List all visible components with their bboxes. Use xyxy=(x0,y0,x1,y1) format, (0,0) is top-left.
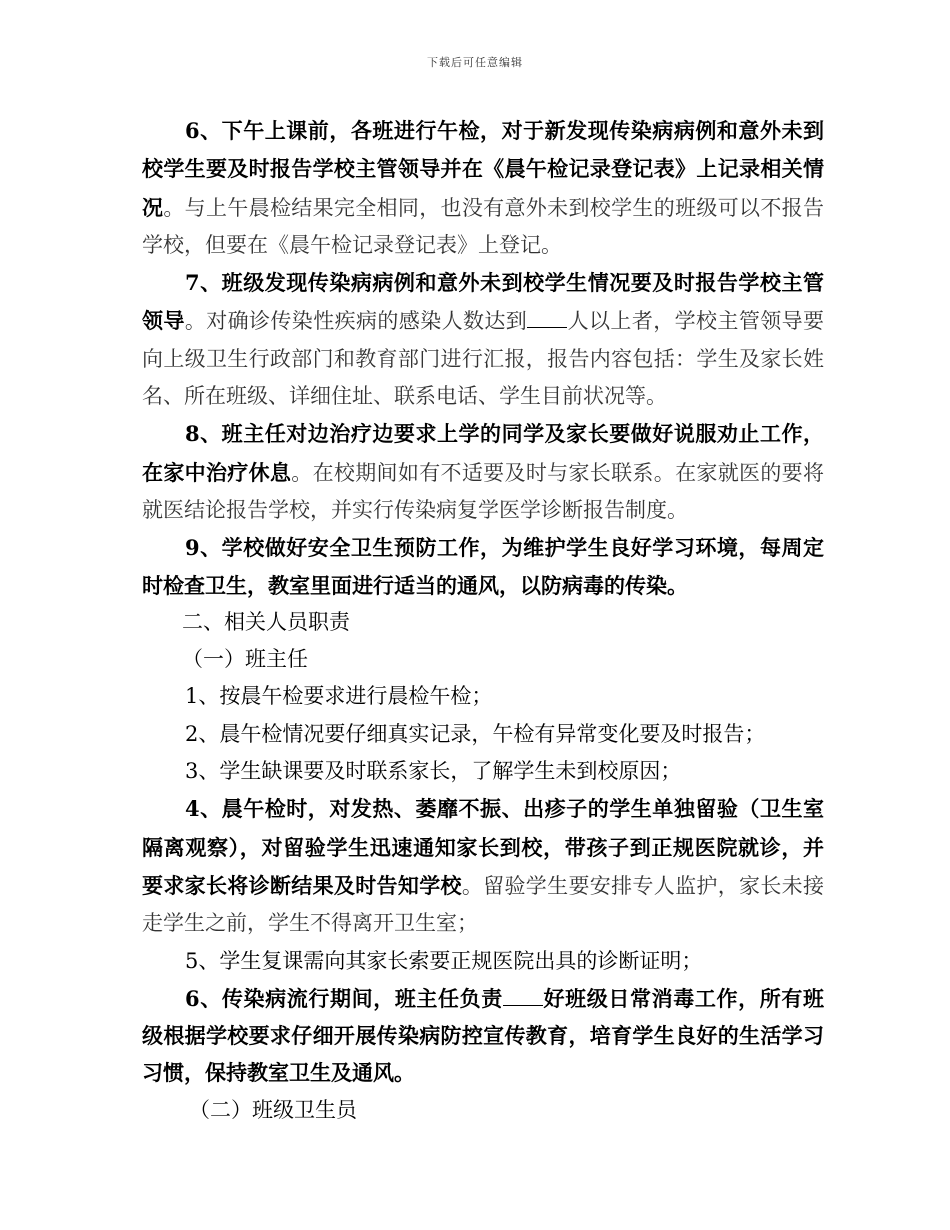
list-item-4-normal: 。留验学生要安排专人监护，家长未接走学生之前，学生不得离开卫生室； xyxy=(142,873,825,936)
paragraph-8-bold: 8、班主任对边治疗边要求上学的同学及家长要做好说服劝止工作，在家中治疗休息 xyxy=(142,421,824,485)
subsection-heading-class-health-officer: （二）班级卫生员 xyxy=(189,1097,357,1122)
list-item-5: 5、学生复课需向其家长索要正规医院出具的诊断证明； xyxy=(185,948,703,973)
list-item-4 xyxy=(142,790,824,942)
fill-in-blank xyxy=(527,309,567,328)
paragraph-8-normal: 。在校期间如有不适要及时与家长联系。在家就医的要将就医结论报告学校，并实行传染病复学医学诊断报告制度。 xyxy=(142,460,825,522)
paragraph-6 xyxy=(142,112,824,264)
paragraph-6-bold: 6、下午上课前，各班进行午检，对于新发现传染病病例和意外未到校学生要及时报告学校主管领导并在《晨午检记录登记表》上记录相关情况 xyxy=(142,118,824,220)
paragraph-7-normal-2: 人以上者，学校主管领导要向上级卫生行政部门和教育部门进行汇报，报告内容包括：学生及家长姓名、所在班级、详细住址、联系电话、学生目前状况等。 xyxy=(142,309,825,409)
fill-in-blank xyxy=(503,987,543,1006)
list-item-6 xyxy=(142,980,824,1092)
subsection-heading-head-teacher: （一）班主任 xyxy=(182,647,308,672)
document-body xyxy=(142,112,824,1129)
paragraph-6-normal: 。与上午晨检结果完全相同，也没有意外未到校学生的班级可以不报告学校，但要在《晨午检记录登记表》上登记。 xyxy=(142,195,825,257)
list-item-2: 2、晨午检情况要仔细真实记录，午检有异常变化要及时报告； xyxy=(185,721,766,746)
paragraph-8 xyxy=(142,415,824,529)
list-item-3: 3、学生缺课要及时联系家长，了解学生未到校原因； xyxy=(185,759,682,784)
section-heading-responsibilities: 二、相关人员职责 xyxy=(182,609,350,634)
list-item-4-bold: 4、晨午检时，对发热、萎靡不振、出疹子的学生单独留验（卫生室隔离观察），对留验学生迅速通知家长到校，带孩子到正规医院就诊，并要求家长将诊断结果及时告知学校 xyxy=(142,796,824,898)
list-item-6-part-1: 6、传染病流行期间，班主任负责 xyxy=(185,985,503,1011)
paragraph-7-bold: 7、班级发现传染病病例和意外未到校学生情况要及时报告学校主管领导 xyxy=(142,270,824,334)
page-header-watermark: 下载后可任意编辑 xyxy=(427,56,523,69)
list-item-6-part-2: 好班级日常消毒工作，所有班级根据学校要求仔细开展传染病防控宣传教育，培育学生良好的生活学习习惯，保持教室卫生及通风。 xyxy=(142,985,824,1086)
list-item-1: 1、按晨午检要求进行晨检午检； xyxy=(185,684,493,709)
paragraph-7-normal-1: 。对确诊传染性疾病的感染人数达到 xyxy=(184,309,528,334)
paragraph-7 xyxy=(142,264,824,415)
paragraph-9: 9、学校做好安全卫生预防工作，为维护学生良好学习环境，每周定时检查卫生，教室里面进行适当的通风，以防病毒的传染。 xyxy=(142,535,824,598)
